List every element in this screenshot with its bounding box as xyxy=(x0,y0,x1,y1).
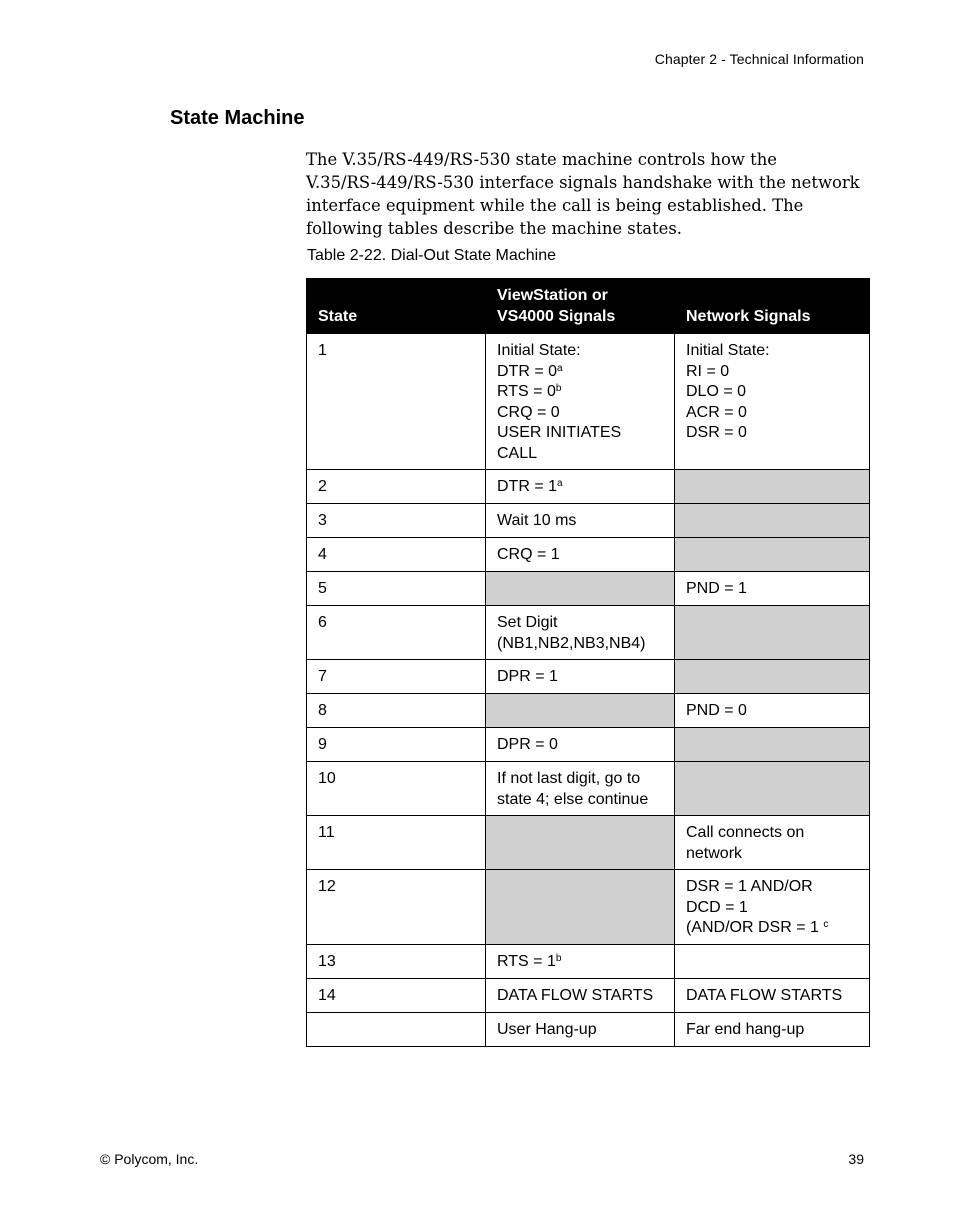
table-row xyxy=(307,504,870,538)
footnote-marker: c xyxy=(823,919,829,930)
header-state: State xyxy=(307,279,486,334)
paragraph-line: following tables describe the machine states. xyxy=(306,219,682,238)
table-row xyxy=(307,694,870,728)
signal-line xyxy=(497,444,664,465)
signal-line xyxy=(497,667,664,688)
table-row xyxy=(307,334,870,470)
paragraph-line: V.35/RS-449/RS-530 interface signals handshake with the network xyxy=(306,173,860,192)
network-signals-cell xyxy=(675,606,870,660)
table-row xyxy=(307,728,870,762)
table-body xyxy=(307,334,870,1047)
viewstation-signals-cell xyxy=(486,334,675,470)
signal-text: CRQ = 1 xyxy=(497,546,560,563)
signal-line xyxy=(497,1020,664,1041)
signal-line xyxy=(686,844,859,865)
signal-line xyxy=(686,341,859,362)
viewstation-signals-cell xyxy=(486,870,675,945)
signal-line xyxy=(497,423,664,444)
signal-text: Initial State: xyxy=(497,342,581,359)
viewstation-signals-cell xyxy=(486,978,675,1012)
signal-text: RTS = 0 xyxy=(497,383,556,400)
network-signals-cell xyxy=(675,728,870,762)
signal-line xyxy=(497,952,664,973)
viewstation-signals-cell xyxy=(486,1012,675,1046)
signal-text: If not last digit, go to xyxy=(497,770,641,787)
signal-line xyxy=(497,790,664,811)
table-row xyxy=(307,470,870,504)
signal-text: DCD = 1 xyxy=(686,898,748,916)
signal-text: DPR = 1 xyxy=(497,668,558,685)
signal-line xyxy=(686,362,859,383)
signal-text: RTS = 1 xyxy=(497,952,556,970)
signal-text: DATA FLOW STARTS xyxy=(686,986,843,1004)
signal-text: Set Digit xyxy=(497,614,558,631)
state-cell: 1 xyxy=(307,334,486,470)
signal-line xyxy=(686,823,859,844)
signal-line xyxy=(497,769,664,790)
signal-line xyxy=(686,877,859,898)
table-caption: Table 2-22. Dial-Out State Machine xyxy=(307,247,557,264)
running-header: Chapter 2 - Technical Information xyxy=(654,51,864,67)
network-signals-cell xyxy=(675,944,870,978)
signal-line xyxy=(686,918,859,939)
signal-line xyxy=(497,613,664,634)
network-signals-cell xyxy=(675,660,870,694)
header-line: VS4000 Signals xyxy=(497,307,616,325)
table-row xyxy=(307,762,870,816)
signal-text: PND = 0 xyxy=(686,702,747,719)
signal-text: PND = 1 xyxy=(686,580,747,597)
paragraph-line: interface equipment while the call is being established. The xyxy=(306,196,804,215)
signal-text: DPR = 0 xyxy=(497,736,558,753)
state-cell: 14 xyxy=(307,978,486,1012)
footnote-marker: a xyxy=(557,478,563,489)
table-header-row xyxy=(307,279,870,334)
signal-text: Call connects on xyxy=(686,824,805,841)
viewstation-signals-cell xyxy=(486,728,675,762)
state-cell: 9 xyxy=(307,728,486,762)
body-paragraph xyxy=(306,148,868,240)
state-cell: 6 xyxy=(307,606,486,660)
table-row xyxy=(307,1012,870,1046)
header-viewstation-signals xyxy=(486,279,675,334)
signal-line xyxy=(686,579,859,600)
viewstation-signals-cell xyxy=(486,606,675,660)
signal-text: User Hang-up xyxy=(497,1020,597,1038)
footer-page-number: 39 xyxy=(848,1151,864,1167)
signal-line xyxy=(497,341,664,362)
signal-line xyxy=(686,986,859,1007)
network-signals-cell xyxy=(675,762,870,816)
state-cell: 13 xyxy=(307,944,486,978)
signal-text: RI = 0 xyxy=(686,362,730,380)
footnote-marker: b xyxy=(555,383,562,394)
state-cell: 11 xyxy=(307,816,486,870)
signal-text: state 4; else continue xyxy=(497,790,649,808)
signal-text: ACR = 0 xyxy=(686,403,747,421)
footnote-marker: b xyxy=(555,952,562,964)
signal-text: Far end hang-up xyxy=(686,1020,805,1038)
table-row xyxy=(307,606,870,660)
table-row xyxy=(307,572,870,606)
viewstation-signals-cell xyxy=(486,944,675,978)
signal-line xyxy=(686,423,859,444)
signal-line xyxy=(686,701,859,722)
table-row xyxy=(307,870,870,945)
viewstation-signals-cell xyxy=(486,762,675,816)
signal-line xyxy=(497,477,664,498)
state-cell: 7 xyxy=(307,660,486,694)
state-cell: 4 xyxy=(307,538,486,572)
signal-text: DSR = 1 AND/OR xyxy=(686,878,813,895)
network-signals-cell xyxy=(675,870,870,945)
signal-text: DSR = 0 xyxy=(686,424,747,441)
section-title: State Machine xyxy=(170,107,305,129)
network-signals-cell xyxy=(675,1012,870,1046)
signal-text: USER INITIATES xyxy=(497,424,622,441)
state-cell xyxy=(307,1012,486,1046)
signal-line xyxy=(686,898,859,919)
signal-text: DTR = 0 xyxy=(497,362,558,380)
signal-line xyxy=(686,403,859,424)
viewstation-signals-cell xyxy=(486,694,675,728)
viewstation-signals-cell xyxy=(486,538,675,572)
signal-line xyxy=(497,511,664,532)
signal-line xyxy=(497,362,664,383)
signal-text: Initial State: xyxy=(686,342,770,359)
network-signals-cell xyxy=(675,694,870,728)
network-signals-cell xyxy=(675,538,870,572)
header-network-signals: Network Signals xyxy=(675,279,870,334)
signal-text: DTR = 1 xyxy=(497,478,558,495)
state-cell: 2 xyxy=(307,470,486,504)
signal-text: network xyxy=(686,844,743,862)
viewstation-signals-cell xyxy=(486,470,675,504)
signal-line xyxy=(497,382,664,403)
viewstation-signals-cell xyxy=(486,816,675,870)
signal-text: Wait 10 ms xyxy=(497,512,577,529)
network-signals-cell xyxy=(675,816,870,870)
signal-line xyxy=(497,634,664,655)
state-cell: 5 xyxy=(307,572,486,606)
table-row xyxy=(307,816,870,870)
header-line: ViewStation or xyxy=(497,287,608,304)
state-cell: 10 xyxy=(307,762,486,816)
signal-line xyxy=(497,735,664,756)
table-row xyxy=(307,538,870,572)
signal-text: (AND/OR DSR = 1 xyxy=(686,919,824,936)
signal-text: DATA FLOW STARTS xyxy=(497,986,654,1004)
table-row xyxy=(307,978,870,1012)
signal-line xyxy=(686,382,859,403)
network-signals-cell xyxy=(675,572,870,606)
footnote-marker: a xyxy=(557,362,563,374)
state-cell: 8 xyxy=(307,694,486,728)
table-row xyxy=(307,660,870,694)
state-cell: 12 xyxy=(307,870,486,945)
footer-copyright: © Polycom, Inc. xyxy=(100,1151,199,1167)
paragraph-line: The V.35/RS-449/RS-530 state machine controls how the xyxy=(306,150,777,169)
viewstation-signals-cell xyxy=(486,660,675,694)
signal-text: CALL xyxy=(497,444,538,462)
state-cell: 3 xyxy=(307,504,486,538)
network-signals-cell xyxy=(675,470,870,504)
network-signals-cell xyxy=(675,504,870,538)
signal-line xyxy=(497,545,664,566)
viewstation-signals-cell xyxy=(486,504,675,538)
table-row xyxy=(307,944,870,978)
dial-out-state-table xyxy=(306,278,870,1047)
signal-text: (NB1,NB2,NB3,NB4) xyxy=(497,634,646,652)
signal-text: DLO = 0 xyxy=(686,383,747,400)
signal-line xyxy=(686,1020,859,1041)
viewstation-signals-cell xyxy=(486,572,675,606)
signal-line xyxy=(497,986,664,1007)
network-signals-cell xyxy=(675,978,870,1012)
signal-text: CRQ = 0 xyxy=(497,403,560,421)
network-signals-cell xyxy=(675,334,870,470)
signal-line xyxy=(497,403,664,424)
